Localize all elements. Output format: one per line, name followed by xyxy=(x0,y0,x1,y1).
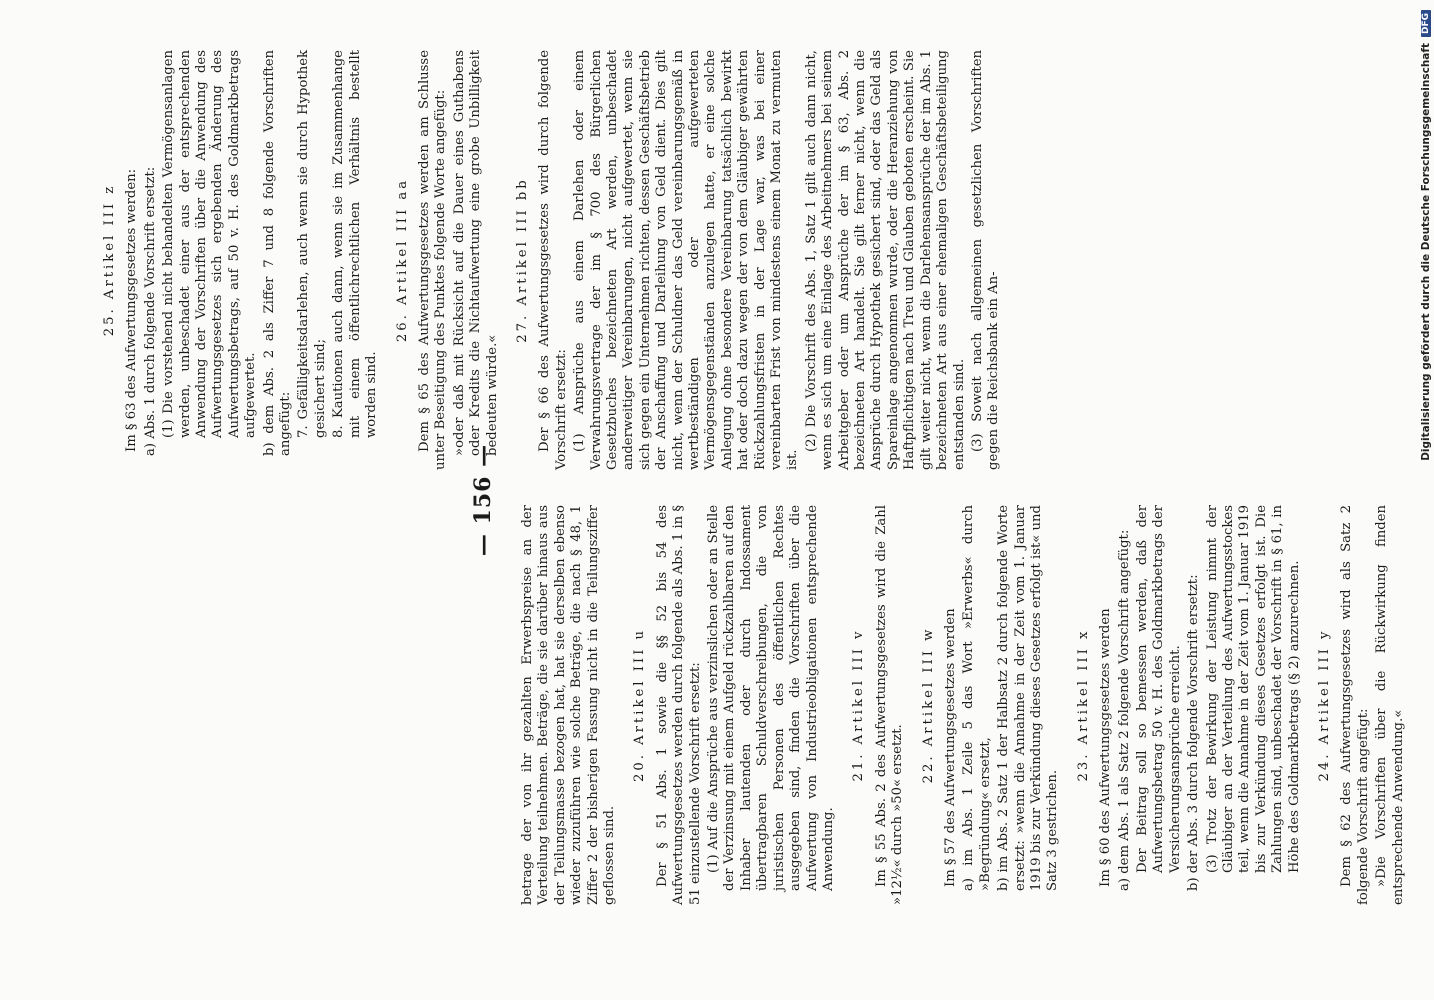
list-item: a) dem Abs. 1 als Satz 2 folgende Vorschrift angefügt: xyxy=(1116,529,1132,891)
list-item: a) Abs. 1 durch folgende Vorschrift ersetzt: xyxy=(142,166,158,456)
article-heading: 24. Artikel III y xyxy=(1317,628,1333,782)
dfg-logo: DFG xyxy=(1421,10,1431,37)
page-number: — 156 — xyxy=(470,443,496,557)
paragraph: Der § 51 Abs. 1 sowie die §§ 52 bis 54 des Aufwertungsgesetzes werden durch folgende als Abs. 1 in § 51 einzustellende Vorschrift ersetzt: xyxy=(654,505,703,905)
paragraph: Dem § 65 des Aufwertungsgesetzes werden am Schlusse unter Beseitigung des Punktes folgende Worte angefügt: xyxy=(416,50,449,470)
paragraph: Dem § 62 des Aufwertungsgesetzes wird als Satz 2 folgende Vorschrift angefügt: xyxy=(1339,505,1371,905)
left-column xyxy=(520,505,1409,905)
list-item: b) dem Abs. 2 als Ziffer 7 und 8 folgende Vorschriften angefügt: xyxy=(261,50,294,456)
list-item: b) der Abs. 3 durch folgende Vorschrift ersetzt: xyxy=(1186,574,1202,891)
list-item: b) im Abs. 2 Satz 1 der Halbsatz 2 durch folgende Worte ersetzt: »wenn die Annahme in der Zeit vom 1. Januar 1919 bis zur Verkündung dieses Gesetzes erfolgt ist« und Satz 3 gestrichen. xyxy=(996,505,1061,891)
paragraph: (3) Trotz der Bewirkung der Leistung nimmt der Gläubiger an der Verteilung des Aufwertungsstockes teil, wenn die Annahme in der Zeit vom 1. Januar 1919 bis zur Verkündung dieses Gesetzes erfolgt ist. Die Zahlungen sind, unbeschadet der Vorschrift in § 61, in Höhe des Goldmarkbetrags (§ 2) anzurechnen. xyxy=(1204,505,1302,873)
paragraph: Im § 63 des Aufwertungsgesetzes werden: xyxy=(124,168,140,452)
list-item: 7. Gefälligkeitsdarlehen, auch wenn sie durch Hypothek gesichert sind; xyxy=(296,50,328,438)
paragraph: Im § 60 des Aufwertungsgesetzes werden xyxy=(1098,608,1114,887)
paragraph: Im § 55 Abs. 2 des Aufwertungsgesetzes wird die Zahl »12½« durch »50« ersetzt. xyxy=(873,505,906,905)
article-heading: 27. Artikel III bb xyxy=(514,177,530,343)
article-heading: 26. Artikel III aa xyxy=(394,177,410,343)
paragraph: »oder daß mit Rücksicht auf die Dauer eines Guthabens oder Kredits die Nichtaufwertung eine grobe Unbilligkeit bedeuten würde.« xyxy=(451,50,500,456)
paragraph: »Die Vorschriften über die Rückwirkung finden entsprechende Anwendung.« xyxy=(1374,505,1406,905)
list-item: a) im Abs. 1 Zeile 5 das Wort »Erwerbs« durch »Begründung« ersetzt, xyxy=(961,505,993,891)
article-heading: 21. Artikel III v xyxy=(851,628,867,782)
paragraph: Der § 66 des Aufwertungsgesetzes wird durch folgende Vorschrift ersetzt: xyxy=(537,50,569,470)
list-item: 8. Kautionen auch dann, wenn sie im Zusammenhange mit einem öffentlichrechtlichen Verhältnis bestellt worden sind. xyxy=(331,50,380,438)
paragraph: (1) Auf die Ansprüche aus verzinslichen oder an Stelle der Verzinsung mit einem Aufgeld rückzahlbaren auf den Inhaber lautenden oder durch Indossament übertragbaren Schuldverschreibungen, die von juristischen Personen des öffentlichen Rechtes ausgegeben sind, finden die Vorschriften über die Aufwertung von Industrieobligationen entsprechende Anwendung. xyxy=(706,505,836,891)
paragraph: (2) Die Vorschrift des Abs. 1, Satz 1 gilt auch dann nicht, wenn es sich um eine Einlage des Arbeitnehmers bei seinem Arbeitgeber oder um Ansprüche der im § 63, Abs. 2 bezeichneten Art handelt. Sie gilt ferner nicht, wenn die Ansprüche durch Hypothek gesichert sind, oder das Geld als Spareinlage angenommen wurde, oder die Heranziehung von Haftpflichtigen nach Treu und Glauben geboten erscheint. Sie gilt weiter nicht, wenn die Darlehensansprüche der im Abs. 1 bezeichneten Art aus einer ehemaligen Geschäftsbeteiligung entstanden sind. xyxy=(803,50,967,470)
paragraph: (3) Soweit nach allgemeinen gesetzlichen Vorschriften gegen die Reichsbank ein An- xyxy=(969,50,1002,470)
article-heading: 25. Artikel III z xyxy=(102,183,117,337)
article-heading: 20. Artikel III u xyxy=(632,627,648,783)
article-heading: 22. Artikel III w xyxy=(920,626,936,784)
paragraph: (1) Die vorstehend nicht behandelten Vermögensanlagen werden, unbeschadet einer aus der entsprechenden Anwendung der Vorschriften über die Anwendung des Aufwertungsgesetzes sich ergebenden Änderung des Aufwertungsbetrags, auf 50 v. H. des Goldmarkbetrags aufgewertet. xyxy=(161,50,259,438)
article-heading: 23. Artikel III x xyxy=(1075,628,1091,782)
paragraph: Im § 57 des Aufwertungsgesetzes werden xyxy=(942,608,958,887)
paragraph: (1) Ansprüche aus einem Darlehen oder einem Verwahrungsvertrage der im § 700 des Bürgerlichen Gesetzbuches bezeichneten Art werden, unbeschadet anderweitiger Vereinbarungen, nicht aufgewertet, wenn sie sich gegen ein Unternehmen richten, dessen Geschäftsbetrieb der Anschaffung und Darleihung von Geld dient. Dies gilt nicht, wenn der Schuldner das Geld vereinbarungsgemäß in wertbeständigen oder aufgewerteten Vermögensgegenständen anzulegen hatte, er eine solche Anlegung ohne besondere Vereinbarung tatsächlich bewirkt hat oder doch dazu wegen der von dem Gläubiger gewährten Rückzahlungsfristen in der Lage war, was bei einer vereinbarten Frist von mindestens einem Monat zu vermuten ist. xyxy=(572,50,801,470)
paragraph: betrage der von ihr gezahlten Erwerbspreise an der Verteilung teilnehmen. Beträge, die sie darüber hinaus aus der Teilungsmasse bezogen hat, hat sie derselben ebenso wieder zuzuführen wie solche Beträge, die nach § 48, 1 Ziffer 2 der bisherigen Fassung nicht in die Teilungsziffer geflossen sind. xyxy=(520,505,618,905)
paragraph: Der Beitrag soll so bemessen werden, daß der Aufwertungsbetrag 50 v. H. des Goldmarkbetrags der Versicherungsansprüche erreicht. xyxy=(1135,505,1183,873)
attribution-sidebar xyxy=(1418,10,1434,990)
right-column xyxy=(88,50,1005,470)
attribution-text: Digitalisierung gefördert durch die Deutsche Forschungsgemeinschaft xyxy=(1420,43,1432,461)
